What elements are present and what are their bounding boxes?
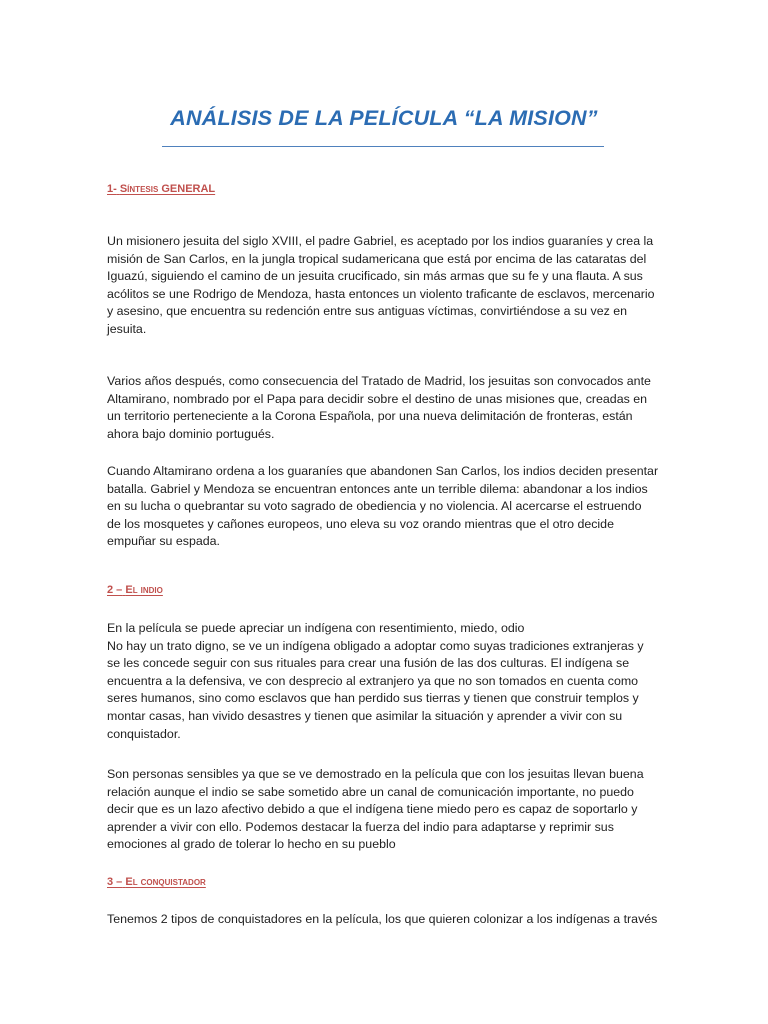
section-3-heading <box>107 876 206 888</box>
section-1-heading <box>107 183 215 195</box>
section-2-paragraph-2: Son personas sensibles ya que se ve demostrado en la película que con los jesuitas llevan buena relación aunque el indio se sabe sometido abre un canal de comunicación importante, no puedo decir que es un lazo afectivo debido a que el indígena tiene miedo pero es capaz de soportarlo y aprender a vivir con ello. Podemos destacar la fuerza del indio para adaptarse y reprimir sus emociones al grado de tolerar lo hecho en su pueblo <box>107 767 644 852</box>
section-3-paragraph-1: Tenemos 2 tipos de conquistadores en la película, los que quieren colonizar a los indígenas a través <box>107 912 658 926</box>
section-1-paragraph-2: Varios años después, como consecuencia del Tratado de Madrid, los jesuitas son convocados ante Altamirano, nombrado por el Papa para decidir sobre el destino de unas misiones que, creadas en un territorio perteneciente a la Corona Española, por una nueva delimitación de fronteras, están ahora bajo dominio portugués. <box>107 374 651 441</box>
section-1-title: Síntesis GENERAL <box>119 183 216 195</box>
section-2-paragraph-1: En la película se puede apreciar un indígena con resentimiento, miedo, odio No hay un trato digno, se ve un indígena obligado a adoptar como suyas tradiciones extranjeras y se les concede seguir con sus rituales para crear una fusión de las dos culturas. El indígena se encuentra a la defensiva, ve con desprecio al extranjero ya que no son tomados en cuenta como seres humanos, sino como esclavos que han perdido sus tierras y tienen que construir templos y montar casas, han vivido desastres y tienen que asimilar la situación y aprender a vivir con su conquistador. <box>107 621 644 741</box>
section-2-heading <box>107 584 163 596</box>
section-3-number: 3 – <box>107 876 123 888</box>
title-underline-rule <box>162 146 604 147</box>
section-3-title: El conquistador <box>125 876 206 888</box>
section-1-paragraph-3: Cuando Altamirano ordena a los guaraníes que abandonen San Carlos, los indios deciden presentar batalla. Gabriel y Mendoza se encuentran entonces ante un terrible dilema: abandonar a los indios en su lucha o quebrantar su voto sagrado de obediencia y no violencia. Al acercarse el estruendo de los mosquetes y cañones europeos, uno eleva su voz orando mientras que el otro decide empuñar su espada. <box>107 464 659 549</box>
section-1-paragraph-1: Un misionero jesuita del siglo XVIII, el padre Gabriel, es aceptado por los indios guaraníes y crea la misión de San Carlos, en la jungla tropical sudamericana que está por encima de las cataratas del Iguazú, siguiendo el camino de un jesuita crucificado, sin más armas que su fe y una flauta. A sus acólitos se une Rodrigo de Mendoza, hasta entonces un violento traficante de esclavos, mercenario y asesino, que encuentra su redención entre sus antiguas víctimas, convirtiéndose a su vez en jesuita. <box>107 234 655 336</box>
document-title: ANÁLISIS DE LA PELÍCULA “LA MISION” <box>170 106 598 130</box>
section-1-number: 1- <box>107 183 117 195</box>
section-2-number: 2 – <box>107 584 123 596</box>
section-2-title: El indio <box>125 584 163 596</box>
